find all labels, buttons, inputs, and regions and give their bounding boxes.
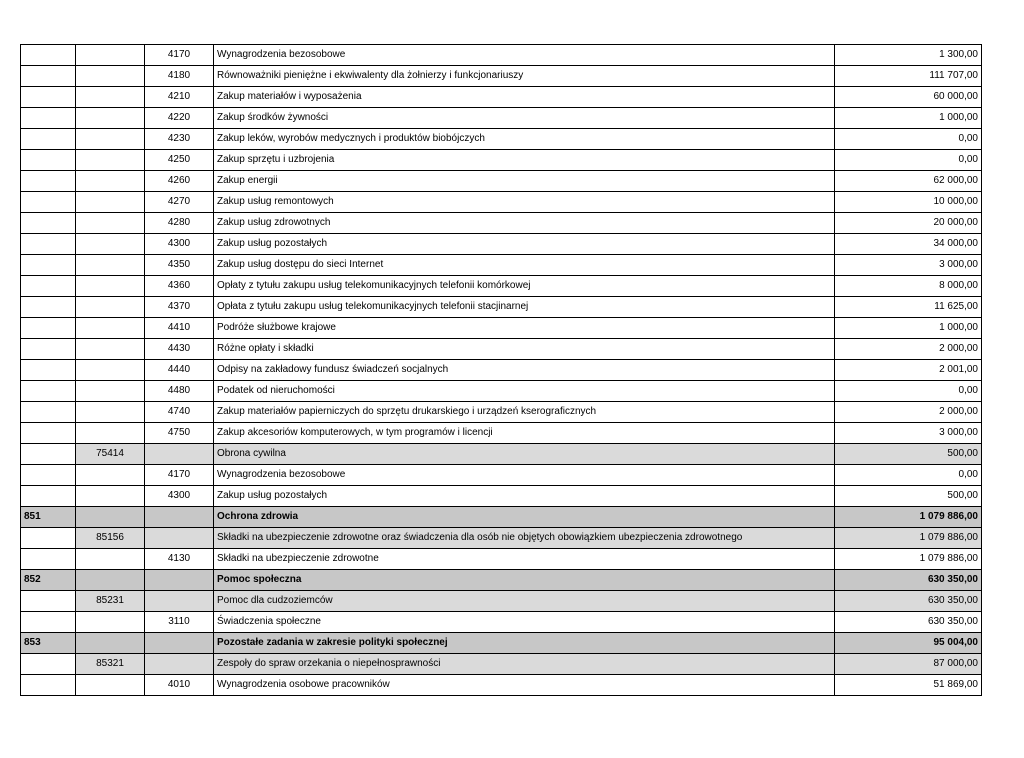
subsection-code-cell [76,255,145,276]
section-code-cell [21,255,76,276]
subsection-code-cell [76,150,145,171]
amount-cell: 60 000,00 [835,87,982,108]
subsection-code-cell [76,549,145,570]
item-name-cell: Zakup usług pozostałych [214,234,835,255]
amount-cell: 95 004,00 [835,633,982,654]
subsection-row [21,591,982,612]
item-name-cell: Pomoc dla cudzoziemców [214,591,835,612]
section-code-cell [21,591,76,612]
table-row [21,381,982,402]
item-name-cell: Opłaty z tytułu zakupu usług telekomunikacyjnych telefonii komórkowej [214,276,835,297]
section-code-cell [21,276,76,297]
paragraph-code-cell: 4360 [145,276,214,297]
amount-cell: 111 707,00 [835,66,982,87]
section-code-cell: 851 [21,507,76,528]
item-name-cell: Zakup usług remontowych [214,192,835,213]
amount-cell: 1 000,00 [835,318,982,339]
item-name-cell: Zakup materiałów i wyposażenia [214,87,835,108]
paragraph-code-cell: 4410 [145,318,214,339]
subsection-code-cell [76,87,145,108]
item-name-cell: Różne opłaty i składki [214,339,835,360]
subsection-code-cell [76,507,145,528]
subsection-code-cell [76,612,145,633]
subsection-code-cell [76,675,145,696]
paragraph-code-cell: 4280 [145,213,214,234]
section-code-cell [21,612,76,633]
subsection-code-cell [76,213,145,234]
subsection-code-cell: 75414 [76,444,145,465]
subsection-row [21,444,982,465]
subsection-code-cell: 85321 [76,654,145,675]
paragraph-code-cell [145,654,214,675]
item-name-cell: Zakup usług pozostałych [214,486,835,507]
section-code-cell [21,108,76,129]
subsection-code-cell [76,339,145,360]
table-row [21,318,982,339]
table-row [21,129,982,150]
section-code-cell [21,528,76,549]
section-row [21,633,982,654]
amount-cell: 87 000,00 [835,654,982,675]
subsection-code-cell [76,423,145,444]
paragraph-code-cell: 4750 [145,423,214,444]
subsection-code-cell [76,297,145,318]
item-name-cell: Zakup materiałów papierniczych do sprzętu drukarskiego i urządzeń kserograficznych [214,402,835,423]
section-code-cell [21,381,76,402]
table-row [21,192,982,213]
paragraph-code-cell: 4230 [145,129,214,150]
paragraph-code-cell [145,570,214,591]
table-row [21,150,982,171]
amount-cell: 8 000,00 [835,276,982,297]
paragraph-code-cell: 4440 [145,360,214,381]
section-code-cell [21,87,76,108]
subsection-code-cell [76,276,145,297]
table-row [21,171,982,192]
amount-cell: 20 000,00 [835,213,982,234]
paragraph-code-cell: 3110 [145,612,214,633]
item-name-cell: Wynagrodzenia bezosobowe [214,45,835,66]
subsection-code-cell [76,318,145,339]
table-row [21,213,982,234]
section-code-cell [21,297,76,318]
subsection-code-cell [76,402,145,423]
subsection-code-cell [76,66,145,87]
item-name-cell: Zakup usług zdrowotnych [214,213,835,234]
table-row [21,612,982,633]
section-code-cell: 852 [21,570,76,591]
item-name-cell: Zakup energii [214,171,835,192]
subsection-code-cell [76,45,145,66]
paragraph-code-cell: 4010 [145,675,214,696]
amount-cell: 500,00 [835,444,982,465]
table-row [21,486,982,507]
subsection-code-cell [76,570,145,591]
subsection-code-cell [76,129,145,150]
section-code-cell [21,549,76,570]
paragraph-code-cell: 4300 [145,234,214,255]
paragraph-code-cell: 4480 [145,381,214,402]
section-code-cell [21,150,76,171]
table-row [21,675,982,696]
amount-cell: 34 000,00 [835,234,982,255]
amount-cell: 3 000,00 [835,255,982,276]
section-code-cell [21,66,76,87]
item-name-cell: Zakup akcesoriów komputerowych, w tym programów i licencji [214,423,835,444]
item-name-cell: Podatek od nieruchomości [214,381,835,402]
paragraph-code-cell: 4250 [145,150,214,171]
subsection-row [21,654,982,675]
table-row [21,255,982,276]
paragraph-code-cell: 4260 [145,171,214,192]
amount-cell: 0,00 [835,129,982,150]
paragraph-code-cell: 4350 [145,255,214,276]
amount-cell: 1 300,00 [835,45,982,66]
item-name-cell: Świadczenia społeczne [214,612,835,633]
paragraph-code-cell: 4130 [145,549,214,570]
paragraph-code-cell [145,528,214,549]
paragraph-code-cell: 4220 [145,108,214,129]
item-name-cell: Pozostałe zadania w zakresie polityki społecznej [214,633,835,654]
section-code-cell [21,339,76,360]
item-name-cell: Ochrona zdrowia [214,507,835,528]
item-name-cell: Wynagrodzenia bezosobowe [214,465,835,486]
section-code-cell [21,444,76,465]
section-code-cell [21,318,76,339]
amount-cell: 11 625,00 [835,297,982,318]
subsection-code-cell [76,108,145,129]
amount-cell: 51 869,00 [835,675,982,696]
table-row [21,549,982,570]
table-row [21,276,982,297]
table-row [21,45,982,66]
amount-cell: 630 350,00 [835,570,982,591]
item-name-cell: Zakup środków żywności [214,108,835,129]
section-code-cell [21,129,76,150]
subsection-code-cell [76,486,145,507]
section-code-cell [21,675,76,696]
table-row [21,360,982,381]
item-name-cell: Wynagrodzenia osobowe pracowników [214,675,835,696]
item-name-cell: Równoważniki pieniężne i ekwiwalenty dla żołnierzy i funkcjonariuszy [214,66,835,87]
subsection-code-cell [76,192,145,213]
section-code-cell [21,402,76,423]
table-row [21,402,982,423]
section-code-cell [21,486,76,507]
section-code-cell [21,171,76,192]
amount-cell: 0,00 [835,465,982,486]
item-name-cell: Opłata z tytułu zakupu usług telekomunikacyjnych telefonii stacjinarnej [214,297,835,318]
amount-cell: 1 079 886,00 [835,528,982,549]
subsection-code-cell: 85156 [76,528,145,549]
item-name-cell: Zespoły do spraw orzekania o niepełnosprawności [214,654,835,675]
subsection-code-cell [76,633,145,654]
amount-cell: 10 000,00 [835,192,982,213]
amount-cell: 500,00 [835,486,982,507]
amount-cell: 2 000,00 [835,339,982,360]
subsection-code-cell [76,171,145,192]
amount-cell: 630 350,00 [835,612,982,633]
table-row [21,297,982,318]
amount-cell: 630 350,00 [835,591,982,612]
paragraph-code-cell: 4180 [145,66,214,87]
table-row [21,66,982,87]
paragraph-code-cell: 4170 [145,45,214,66]
paragraph-code-cell [145,507,214,528]
amount-cell: 3 000,00 [835,423,982,444]
subsection-code-cell [76,234,145,255]
paragraph-code-cell: 4170 [145,465,214,486]
amount-cell: 1 079 886,00 [835,507,982,528]
table-row [21,108,982,129]
paragraph-code-cell: 4430 [145,339,214,360]
subsection-code-cell [76,360,145,381]
paragraph-code-cell: 4270 [145,192,214,213]
section-row [21,507,982,528]
amount-cell: 2 001,00 [835,360,982,381]
section-code-cell [21,654,76,675]
amount-cell: 0,00 [835,381,982,402]
item-name-cell: Składki na ubezpieczenie zdrowotne [214,549,835,570]
subsection-row [21,528,982,549]
table-row [21,234,982,255]
item-name-cell: Odpisy na zakładowy fundusz świadczeń socjalnych [214,360,835,381]
amount-cell: 1 000,00 [835,108,982,129]
amount-cell: 62 000,00 [835,171,982,192]
section-row [21,570,982,591]
section-code-cell [21,45,76,66]
section-code-cell [21,360,76,381]
paragraph-code-cell [145,633,214,654]
table-row [21,87,982,108]
paragraph-code-cell [145,444,214,465]
section-code-cell [21,192,76,213]
item-name-cell: Podróże służbowe krajowe [214,318,835,339]
item-name-cell: Pomoc społeczna [214,570,835,591]
section-code-cell [21,465,76,486]
subsection-code-cell [76,465,145,486]
paragraph-code-cell: 4370 [145,297,214,318]
subsection-code-cell [76,381,145,402]
item-name-cell: Zakup usług dostępu do sieci Internet [214,255,835,276]
amount-cell: 0,00 [835,150,982,171]
item-name-cell: Składki na ubezpieczenie zdrowotne oraz świadczenia dla osób nie objętych obowiązkiem ubezpieczenia zdrowotnego [214,528,835,549]
amount-cell: 2 000,00 [835,402,982,423]
section-code-cell [21,213,76,234]
paragraph-code-cell: 4210 [145,87,214,108]
amount-cell: 1 079 886,00 [835,549,982,570]
table-row [21,423,982,444]
paragraph-code-cell: 4300 [145,486,214,507]
budget-table-body [21,45,982,696]
item-name-cell: Zakup leków, wyrobów medycznych i produktów biobójczych [214,129,835,150]
paragraph-code-cell: 4740 [145,402,214,423]
section-code-cell [21,234,76,255]
paragraph-code-cell [145,591,214,612]
table-row [21,339,982,360]
budget-table [20,44,982,696]
section-code-cell: 853 [21,633,76,654]
item-name-cell: Obrona cywilna [214,444,835,465]
table-row [21,465,982,486]
item-name-cell: Zakup sprzętu i uzbrojenia [214,150,835,171]
subsection-code-cell: 85231 [76,591,145,612]
section-code-cell [21,423,76,444]
